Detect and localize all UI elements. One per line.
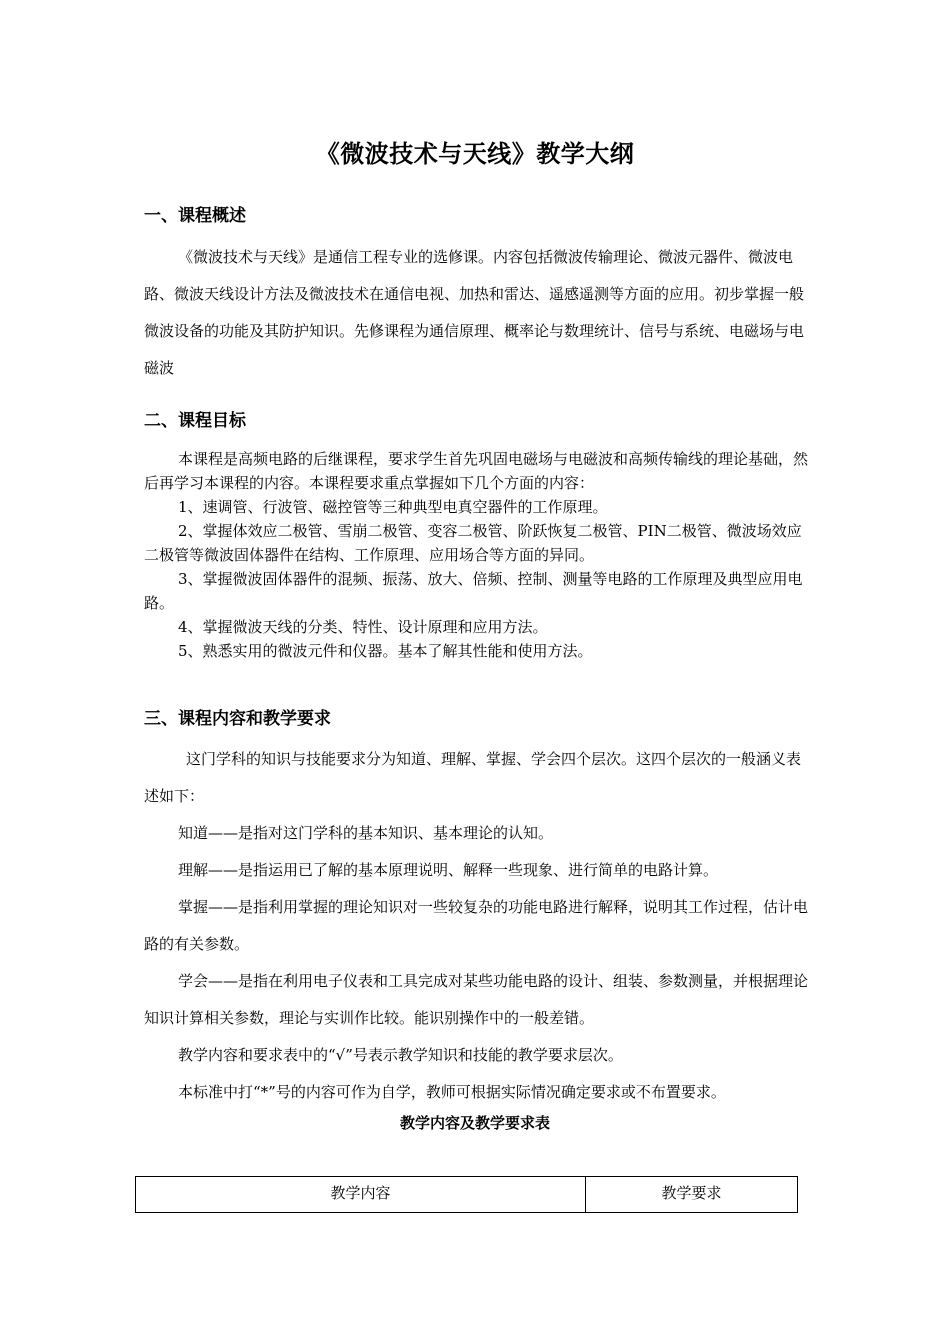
section-body-overview <box>144 239 808 387</box>
paragraph: 理解——是指运用已了解的基本原理说明、解释一些现象、进行简单的电路计算。 <box>178 861 719 879</box>
list-item: 4、掌握微波天线的分类、特性、设计原理和应用方法。 <box>178 618 548 636</box>
requirements-table <box>135 1176 798 1213</box>
list-item: 2、掌握体效应二极管、雪崩二极管、变容二极管、阶跃恢复二极管、PIN二极管、微波场效应二极管等微波固体器件在结构、工作原理、应用场合等方面的异同。 <box>144 522 802 564</box>
section-body-content <box>144 741 808 1111</box>
list-item: 3、掌握微波固体器件的混频、振荡、放大、倍频、控制、测量等电路的工作原理及典型应用电路。 <box>144 570 803 612</box>
table-header-row <box>136 1177 798 1213</box>
paragraph: 本课程是高频电路的后继课程，要求学生首先巩固电磁场与电磁波和高频传输线的理论基础，然后再学习本课程的内容。本课程要求重点掌握如下几个方面的内容： <box>144 450 809 492</box>
paragraph: 学会——是指在利用电子仪表和工具完成对某些功能电路的设计、组装、参数测量，并根据理论知识计算相关参数，理论与实训作比较。能识别操作中的一般差错。 <box>144 972 809 1027</box>
paragraph: 《微波技术与天线》是通信工程专业的选修课。内容包括微波传输理论、微波元器件、微波电路、微波天线设计方法及微波技术在通信电视、加热和雷达、遥感遥测等方面的应用。初步掌握一般微波设备的功能及其防护知识。先修课程为通信原理、概率论与数理统计、信号与系统、电磁场与电磁波 <box>144 248 805 377</box>
paragraph: 知道——是指对这门学科的基本知识、基本理论的认知。 <box>178 824 554 842</box>
paragraph: 掌握——是指利用掌握的理论知识对一些较复杂的功能电路进行解释，说明其工作过程，估计电路的有关参数。 <box>144 898 809 953</box>
paragraph: 本标准中打“*”号的内容可作为自学，教师可根据实际情况确定要求或不布置要求。 <box>178 1083 726 1101</box>
document-title: 《微波技术与天线》教学大纲 <box>315 139 635 168</box>
table-title: 教学内容及教学要求表 <box>399 1114 550 1132</box>
list-item: 5、熟悉实用的微波元件和仪器。基本了解其性能和使用方法。 <box>178 642 593 660</box>
table-header-requirement: 教学要求 <box>586 1177 798 1213</box>
section-heading-objectives: 二、课程目标 <box>144 411 246 431</box>
paragraph: 这门学科的知识与技能要求分为知道、理解、掌握、学会四个层次。这四个层次的一般涵义表述如下： <box>144 750 802 805</box>
section-heading-overview: 一、课程概述 <box>144 206 246 226</box>
section-heading-content: 三、课程内容和教学要求 <box>144 709 331 729</box>
section-body-objectives <box>144 447 808 663</box>
list-item: 1、速调管、行波管、磁控管等三种典型电真空器件的工作原理。 <box>178 498 608 516</box>
table-header-content: 教学内容 <box>136 1177 586 1213</box>
paragraph: 教学内容和要求表中的“√”号表示教学知识和技能的教学要求层次。 <box>178 1046 623 1064</box>
